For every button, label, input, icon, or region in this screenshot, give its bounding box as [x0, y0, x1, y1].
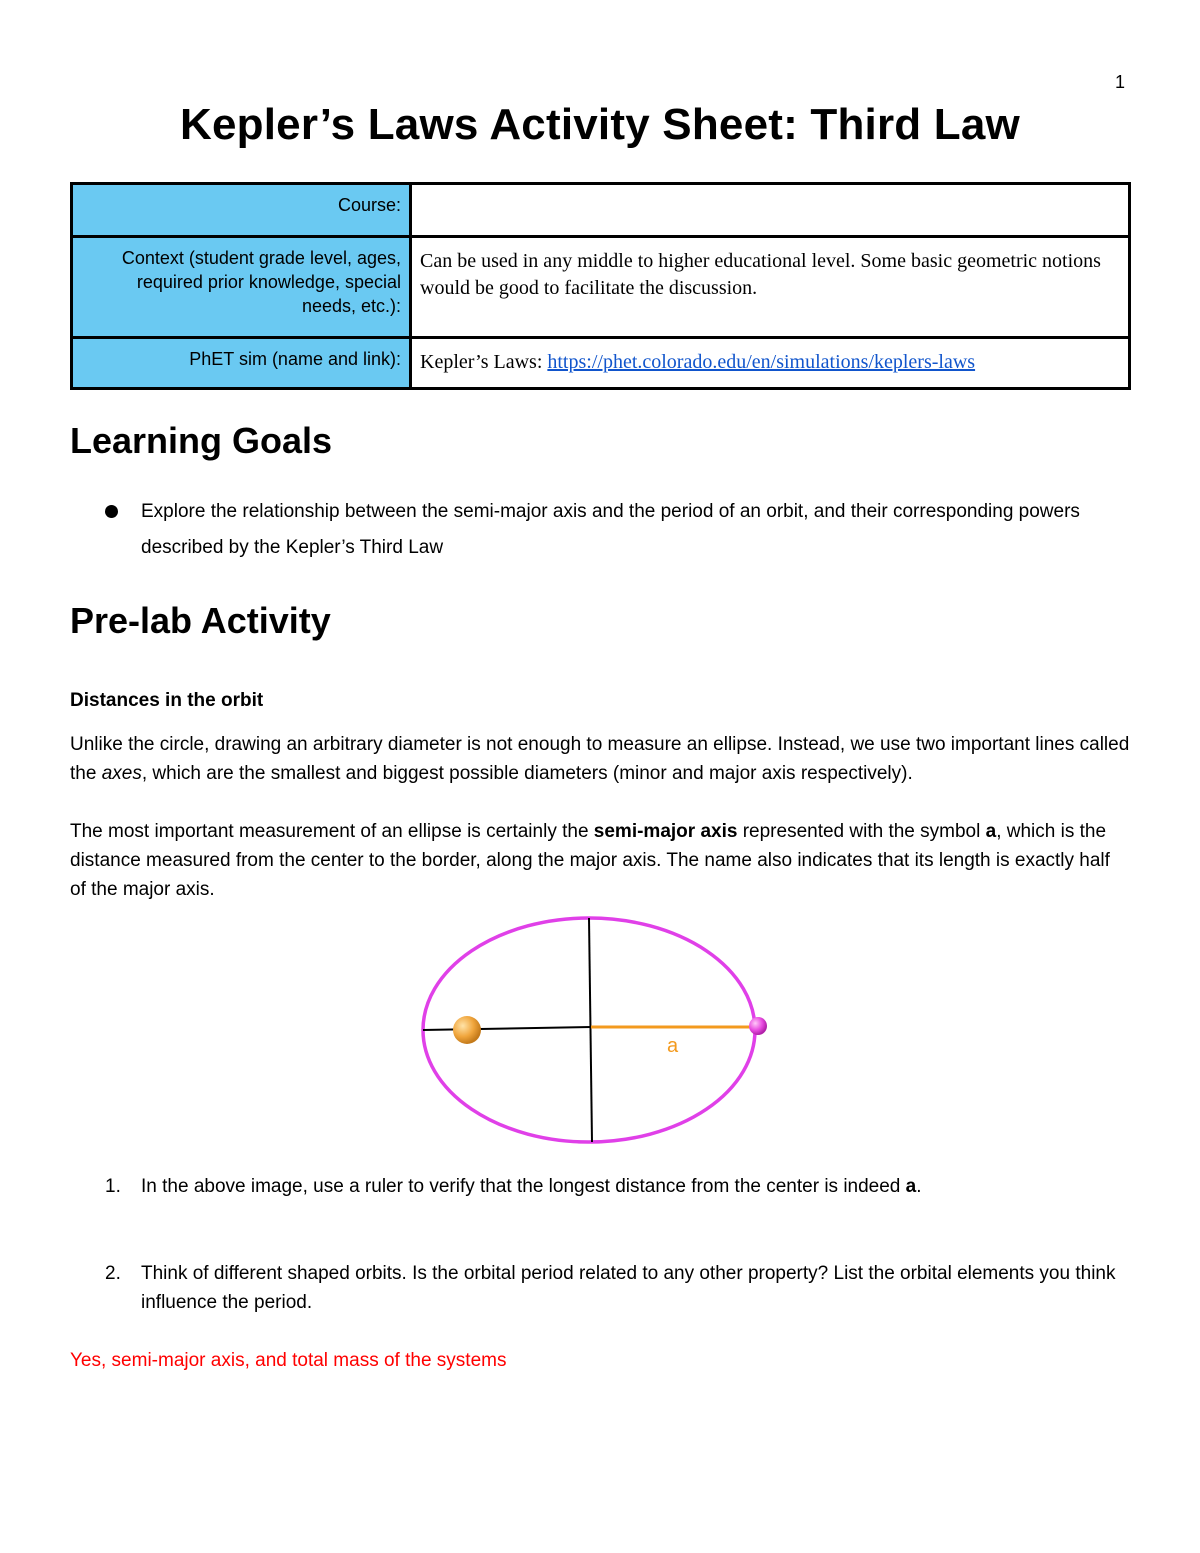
italic-axes: axes	[101, 763, 142, 784]
paragraph-axes	[70, 730, 1130, 788]
semi-major-axis-label: a	[667, 1035, 679, 1057]
sun-icon	[453, 1016, 481, 1044]
context-label: Context (student grade level, ages, required prior knowledge, special needs, etc.):	[72, 237, 411, 338]
question-number: 1.	[105, 1176, 121, 1197]
text-span: , which is the distance measured from the center to the border, along the major axis. The name also indicates that its length is exactly half of the major axis.	[70, 821, 1110, 900]
context-value: Can be used in any middle to higher educational level. Some basic geometric notions would be good to facilitate the discussion.	[411, 237, 1130, 338]
major-axis-line	[423, 1027, 591, 1030]
distances-subheading: Distances in the orbit	[70, 690, 264, 711]
sim-label: PhET sim (name and link):	[72, 338, 411, 389]
text-span: In the above image, use a ruler to verify that the longest distance from the center is indeed	[141, 1176, 906, 1197]
text-span: represented with the symbol	[737, 821, 986, 842]
question-text: Think of different shaped orbits. Is the orbital period related to any other property? List the orbital elements you think influence the period.	[141, 1263, 1116, 1313]
planet-icon	[749, 1017, 767, 1035]
goal-list	[105, 494, 1125, 566]
bold-a: a	[905, 1176, 917, 1197]
question-1	[105, 1172, 1125, 1201]
table-row-context	[72, 237, 1130, 338]
bold-semi-major-axis: semi-major axis	[593, 821, 738, 842]
table-row-sim	[72, 338, 1130, 389]
list-item: Explore the relationship between the semi-major axis and the period of an orbit, and their corresponding powers described by the Kepler’s Third Law	[141, 501, 1080, 558]
answer-text: Yes, semi-major axis, and total mass of the systems	[70, 1350, 507, 1371]
course-value	[411, 184, 1130, 237]
page-title: Kepler’s Laws Activity Sheet: Third Law	[180, 100, 1020, 149]
sim-value	[411, 338, 1130, 389]
minor-axis-line	[589, 918, 592, 1142]
text-span: Unlike the circle, drawing an arbitrary diameter is not enough to measure an ellipse. Instead, we use two important lines called the	[70, 734, 1130, 784]
page-number: 1	[1115, 72, 1126, 92]
text-span: .	[916, 1176, 922, 1197]
info-table	[70, 182, 1131, 390]
ellipse-diagram	[415, 910, 785, 1150]
sim-name: Kepler’s Laws:	[420, 351, 548, 373]
question-number: 2.	[105, 1263, 121, 1284]
bullet-icon	[105, 505, 118, 518]
prelab-heading: Pre-lab Activity	[70, 600, 331, 641]
question-2	[105, 1259, 1125, 1317]
text-span: , which are the smallest and biggest possible diameters (minor and major axis respectively).	[141, 763, 913, 784]
bold-a: a	[985, 821, 997, 842]
question-text	[141, 1172, 1125, 1201]
text-span: The most important measurement of an ellipse is certainly the	[70, 821, 594, 842]
learning-goals-heading: Learning Goals	[70, 420, 333, 461]
paragraph-semi-major	[70, 817, 1130, 904]
table-row-course	[72, 184, 1130, 237]
course-label: Course:	[72, 184, 411, 237]
sim-link[interactable]: https://phet.colorado.edu/en/simulations/keplers-laws	[547, 351, 976, 373]
